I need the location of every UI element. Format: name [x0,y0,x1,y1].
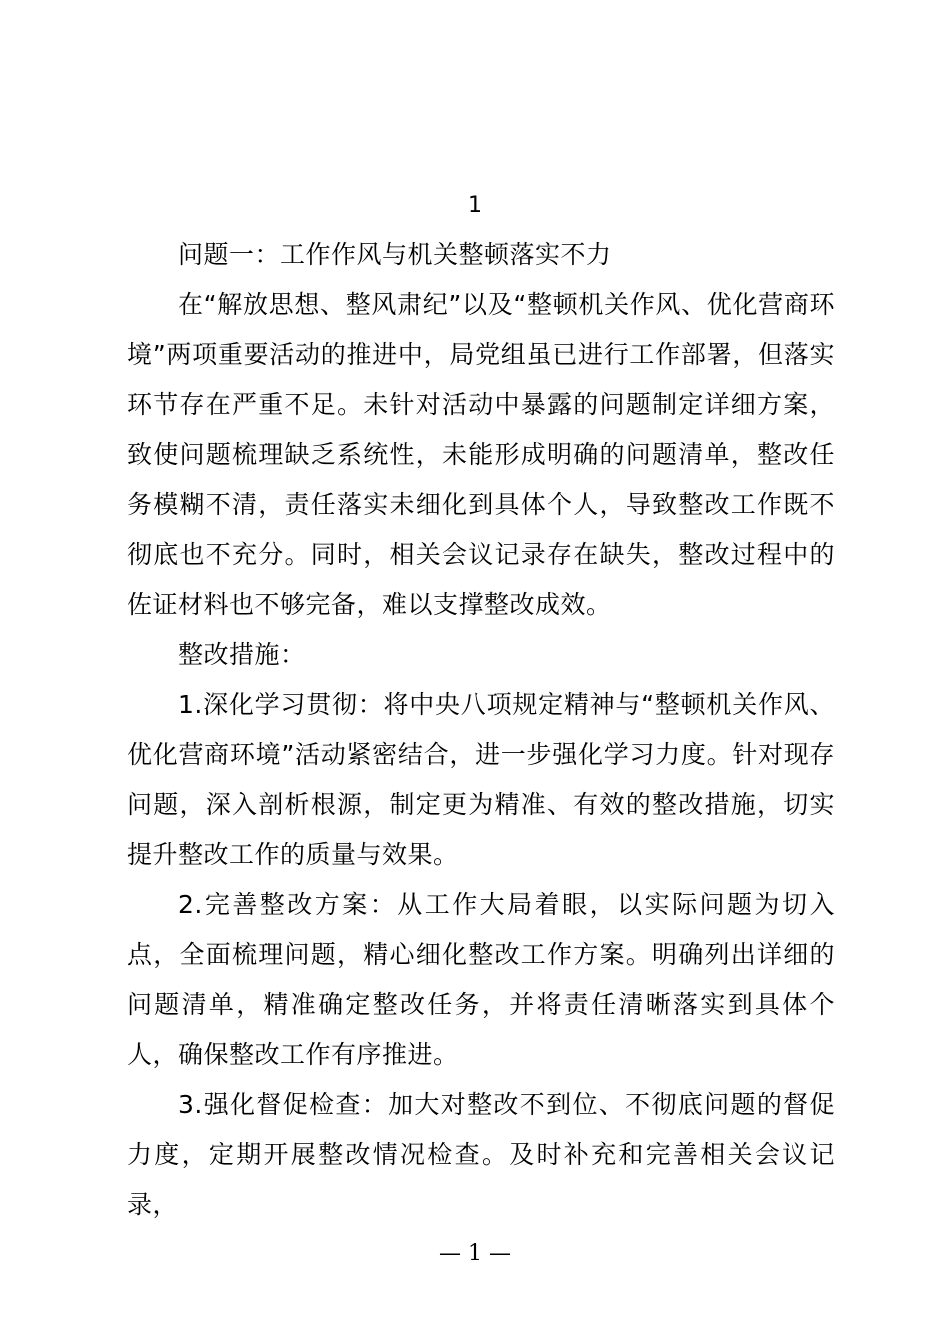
measure-1-paragraph: 1.深化学习贯彻：将中央八项规定精神与“整顿机关作风、优化营商环境”活动紧密结合，进一步强化学习力度。针对现存问题，深入剖析根源，制定更为精准、有效的整改措施，切实提升整改工作的质量与效果。 [127,690,835,869]
measure-3-paragraph: 3.强化督促检查：加大对整改不到位、不彻底问题的督促力度，定期开展整改情况检查。及时补充和完善相关会议记录， [127,1090,835,1219]
section-heading: 问题一：工作作风与机关整顿落实不力 [178,240,612,269]
measure-2-paragraph: 2.完善整改方案：从工作大局着眼，以实际问题为切入点，全面梳理问题，精心细化整改工作方案。明确列出详细的问题清单，精准确定整改任务，并将责任清晰落实到具体个人，确保整改工作有序推进。 [127,890,835,1069]
footer-page-number: — 1 — [439,1241,511,1266]
document-body [127,230,835,1230]
top-page-number: 1 [468,193,482,218]
problem-description-paragraph: 在“解放思想、整风肃纪”以及“整顿机关作风、优化营商环境”两项重要活动的推进中，局党组虽已进行工作部署，但落实环节存在严重不足。未针对活动中暴露的问题制定详细方案，致使问题梳理缺乏系统性，未能形成明确的问题清单，整改任务模糊不清，责任落实未细化到具体个人，导致整改工作既不彻底也不充分。同时，相关会议记录存在缺失，整改过程中的佐证材料也不够完备，难以支撑整改成效。 [127,290,835,619]
measures-heading: 整改措施： [178,640,306,669]
